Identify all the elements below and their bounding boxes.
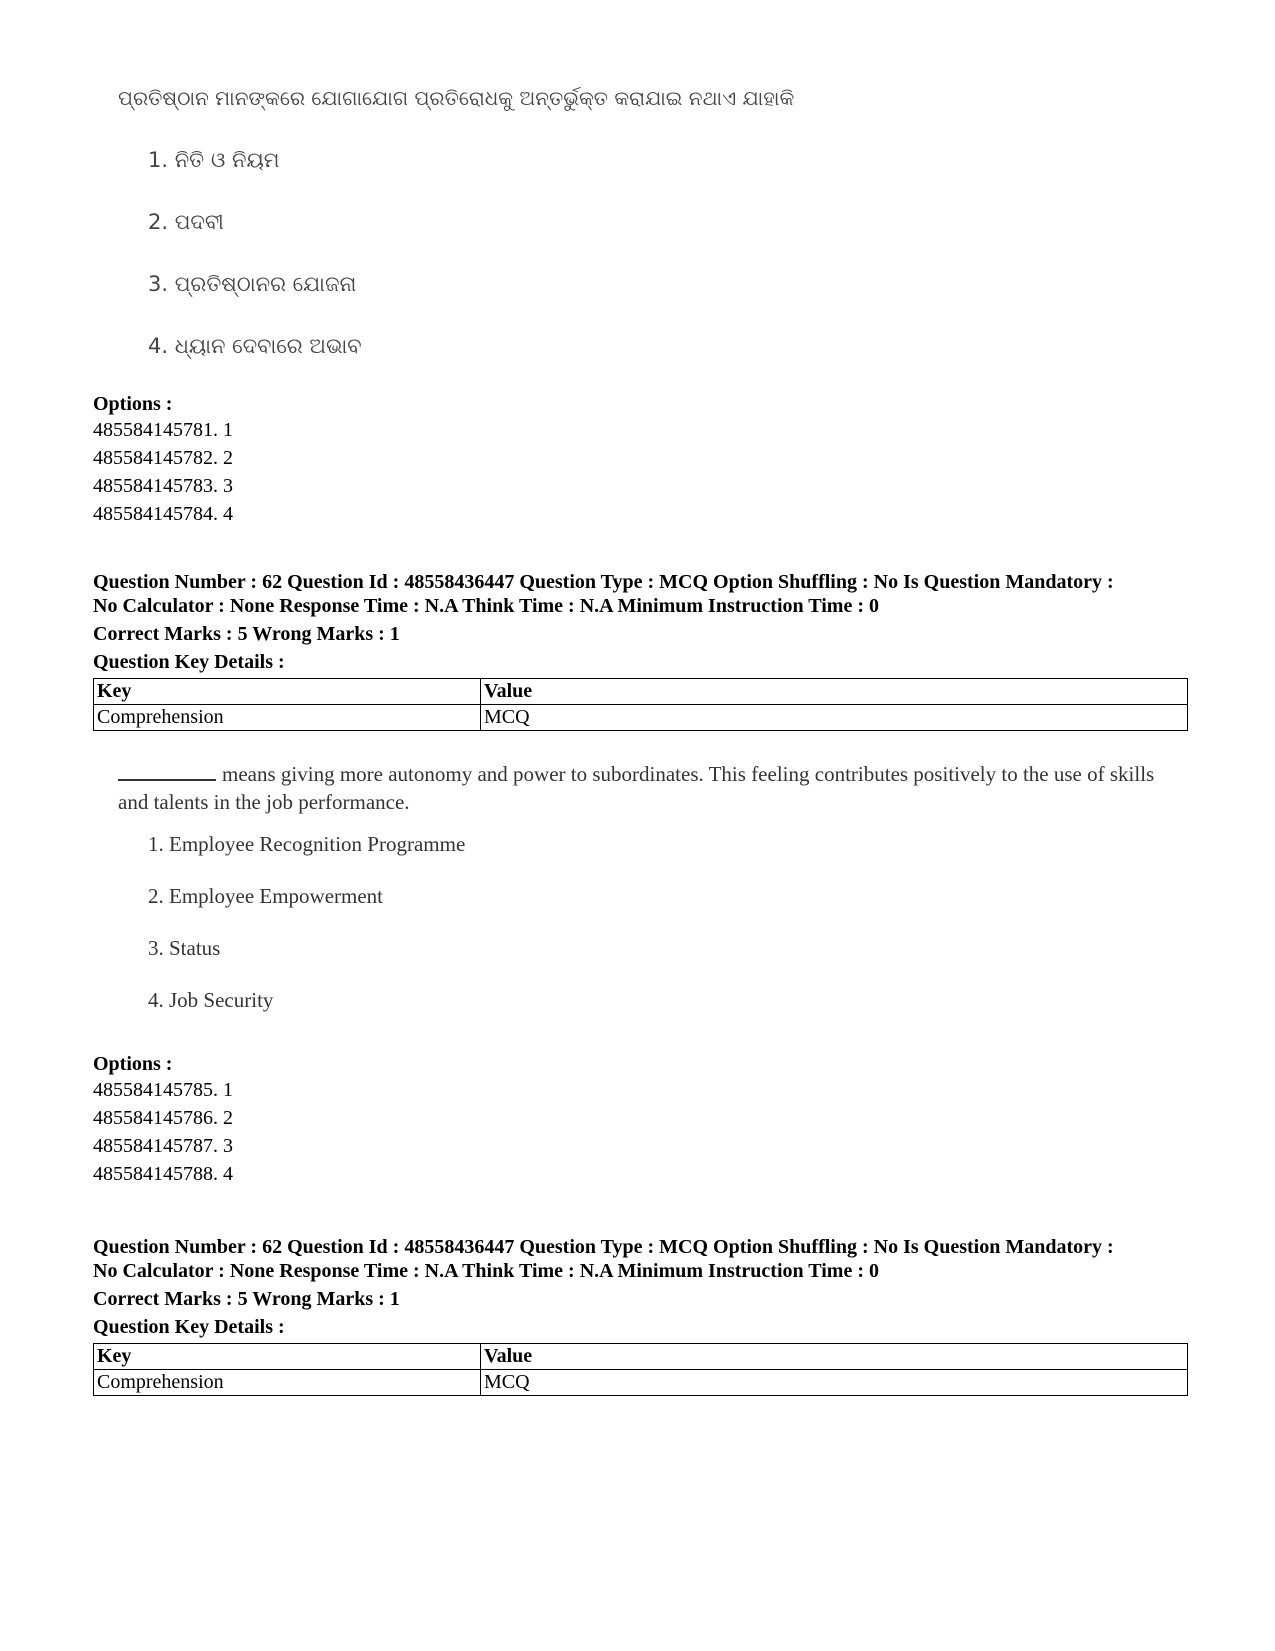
options-label: Options : <box>93 1053 173 1075</box>
table-cell-value: MCQ <box>481 705 1188 731</box>
option-id: 485584145785. 1 <box>93 1079 233 1101</box>
table-header-value: Value <box>481 1344 1188 1370</box>
question-image-english <box>118 760 1178 1030</box>
table-cell-key: Comprehension <box>94 705 481 731</box>
table-header-row <box>94 1344 1188 1370</box>
table-cell-key: Comprehension <box>94 1370 481 1396</box>
option-id: 485584145787. 3 <box>93 1135 233 1157</box>
question-option-4: 4. ଧ୍ୟାନ ଦେବାରେ ଅଭାବ <box>148 334 362 358</box>
question-meta <box>93 570 1188 731</box>
option-id: 485584145783. 3 <box>93 475 233 497</box>
question-option-1: 1. Employee Recognition Programme <box>148 832 466 856</box>
key-details-label: Question Key Details : <box>93 1316 285 1338</box>
question-image-odia <box>118 86 1178 376</box>
question-meta-line2: No Calculator : None Response Time : N.A Think Time : N.A Minimum Instruction Time : 0 <box>93 595 879 617</box>
question-option-4: 4. Job Security <box>148 988 274 1012</box>
table-header-row <box>94 679 1188 705</box>
key-details-label: Question Key Details : <box>93 651 285 673</box>
question-option-3: 3. Status <box>148 936 221 960</box>
table-cell-value: MCQ <box>481 1370 1188 1396</box>
question-stem: ପ୍ରତିଷ୍ଠାନ ମାନଙ୍କରେ ଯୋଗାଯୋଗ ପ୍ରତିରୋଧକୁ ଅନ୍ତର୍ଭୁକ୍ତ କରାଯାଇ ନଥାଏ ଯାହାକି <box>118 86 795 110</box>
table-row <box>94 705 1188 731</box>
table-header-key: Key <box>94 1344 481 1370</box>
option-id: 485584145786. 2 <box>93 1107 233 1129</box>
table-row <box>94 1370 1188 1396</box>
question-option-2: 2. Employee Empowerment <box>148 884 384 908</box>
table-header-key: Key <box>94 679 481 705</box>
question-option-1: 1. ନିତି ଓ ନିୟମ <box>148 148 280 172</box>
question-meta <box>93 1235 1188 1396</box>
key-value-table <box>93 1343 1188 1396</box>
fill-in-blank <box>118 761 216 781</box>
question-option-2: 2. ପଦବୀ <box>148 210 224 234</box>
table-header-value: Value <box>481 679 1188 705</box>
option-id: 485584145788. 4 <box>93 1163 233 1185</box>
question-option-3: 3. ପ୍ରତିଷ୍ଠାନର ଯୋଜନା <box>148 272 357 296</box>
marks-line: Correct Marks : 5 Wrong Marks : 1 <box>93 1288 400 1310</box>
question-meta-line1: Question Number : 62 Question Id : 48558436447 Question Type : MCQ Option Shuffling : No Is Question Mandatory : <box>93 571 1114 593</box>
option-id: 485584145782. 2 <box>93 447 233 469</box>
marks-line: Correct Marks : 5 Wrong Marks : 1 <box>93 623 400 645</box>
question-meta-line1: Question Number : 62 Question Id : 48558436447 Question Type : MCQ Option Shuffling : No Is Question Mandatory : <box>93 1236 1114 1258</box>
option-id: 485584145781. 1 <box>93 419 233 441</box>
options-block <box>93 392 1188 528</box>
question-stem: means giving more autonomy and power to subordinates. This feeling contributes positively to the use of skills and talents in the job performance. <box>118 762 1155 814</box>
options-label: Options : <box>93 393 173 415</box>
key-value-table <box>93 678 1188 731</box>
options-block <box>93 1052 1188 1188</box>
option-id: 485584145784. 4 <box>93 503 233 525</box>
question-meta-line2: No Calculator : None Response Time : N.A Think Time : N.A Minimum Instruction Time : 0 <box>93 1260 879 1282</box>
